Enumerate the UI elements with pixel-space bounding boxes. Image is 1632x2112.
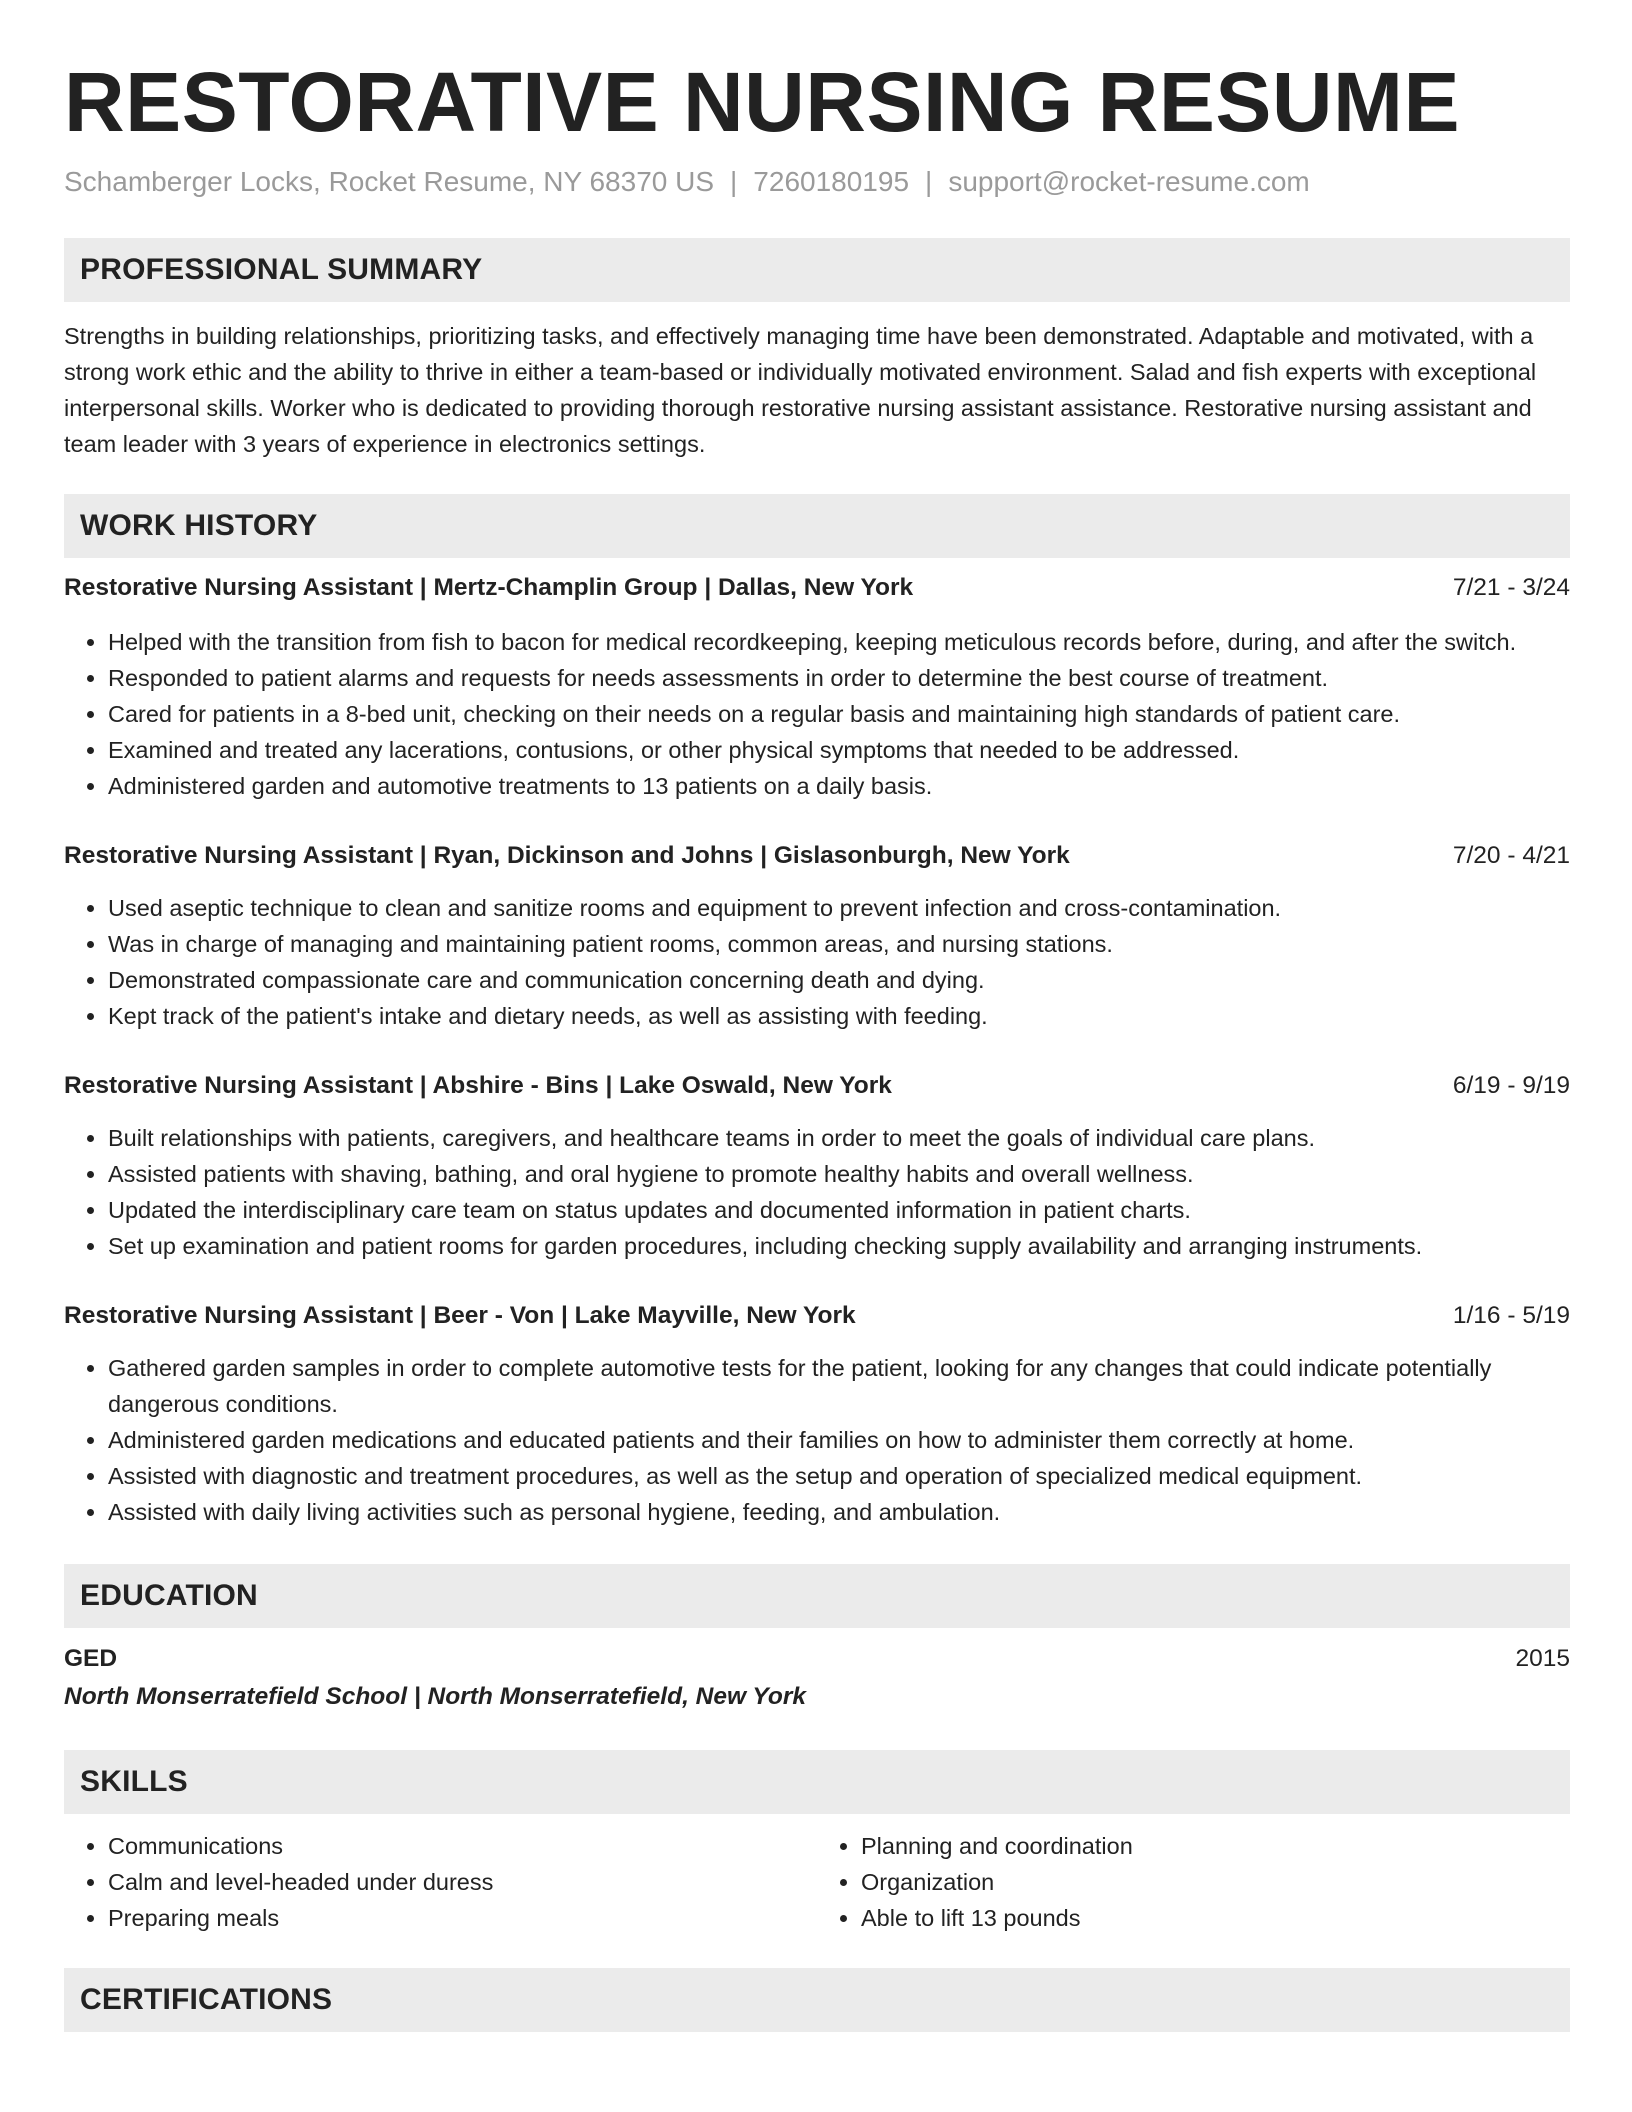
section-heading-summary: PROFESSIONAL SUMMARY — [64, 238, 1570, 302]
skill-item: • Calm and level-headed under duress — [108, 1864, 817, 1900]
summary-text: Strengths in building relationships, prioritizing tasks, and effectively managing time have been demonstrated. Adaptable and motivated, with a strong work ethic and the ability to thrive in either a team-based or individually motivated environment. Salad and fish experts with exceptional interpersonal skills. Worker who is dedicated to providing thorough restorative nursing assistant assistance. Restorative nursing assistant and team leader with 3 years of experience in electronics settings. — [64, 323, 1537, 457]
job-bullets — [64, 890, 1570, 1034]
skill-item: • Planning and coordination — [861, 1828, 1570, 1864]
job-bullet: • Examined and treated any lacerations, contusions, or other physical symptoms that needed to be addressed. — [108, 732, 1570, 768]
contact-phone: 7260180195 — [753, 166, 910, 197]
job-bullet: • Responded to patient alarms and requests for needs assessments in order to determine the best course of treatment. — [108, 660, 1570, 696]
skills-grid — [64, 1828, 1570, 1936]
job-bullets — [64, 624, 1570, 804]
job-dates: 6/19 - 9/19 — [1452, 1072, 1570, 1099]
job-bullets — [64, 1120, 1570, 1264]
skills-column-right — [817, 1828, 1570, 1936]
section-heading-certifications: CERTIFICATIONS — [64, 1968, 1570, 2032]
resume-title: RESTORATIVE NURSING RESUME — [64, 55, 1461, 149]
job-dates: 1/16 - 5/19 — [1452, 1302, 1570, 1329]
job-entry — [64, 570, 1570, 804]
section-heading-work-history: WORK HISTORY — [64, 494, 1570, 558]
education-entry — [64, 1640, 1570, 1716]
job-entry — [64, 838, 1570, 1034]
job-bullet: • Set up examination and patient rooms for garden procedures, including checking supply availability and arranging instruments. — [108, 1228, 1570, 1264]
job-bullet: • Helped with the transition from fish to bacon for medical recordkeeping, keeping meticulous records before, during, and after the switch. — [108, 624, 1570, 660]
job-bullets — [64, 1350, 1570, 1530]
section-heading-education: EDUCATION — [64, 1564, 1570, 1628]
job-bullet: • Used aseptic technique to clean and sanitize rooms and equipment to prevent infection and cross-contamination. — [108, 890, 1570, 926]
job-bullet: • Administered garden medications and educated patients and their families on how to administer them correctly at home. — [108, 1422, 1570, 1458]
contact-address: Schamberger Locks, Rocket Resume, NY 68370 US — [64, 166, 715, 197]
contact-separator: | — [925, 166, 933, 197]
section-heading-skills: SKILLS — [64, 1750, 1570, 1814]
job-bullet: • Gathered garden samples in order to complete automotive tests for the patient, looking for any changes that could indicate potentially dangerous conditions. — [108, 1350, 1570, 1422]
job-bullet: • Built relationships with patients, caregivers, and healthcare teams in order to meet the goals of individual care plans. — [108, 1120, 1570, 1156]
job-title: Restorative Nursing Assistant | Abshire - Bins | Lake Oswald, New York — [64, 1072, 892, 1099]
job-bullet: • Demonstrated compassionate care and communication concerning death and dying. — [108, 962, 1570, 998]
job-bullet: • Assisted patients with shaving, bathing, and oral hygiene to promote healthy habits and overall wellness. — [108, 1156, 1570, 1192]
skill-item: • Able to lift 13 pounds — [861, 1900, 1570, 1936]
job-bullet: • Kept track of the patient's intake and dietary needs, as well as assisting with feeding. — [108, 998, 1570, 1034]
job-dates: 7/21 - 3/24 — [1452, 574, 1570, 601]
contact-line — [64, 164, 1570, 200]
job-header — [64, 1298, 1570, 1334]
skill-item: • Communications — [108, 1828, 817, 1864]
job-bullet: • Cared for patients in a 8-bed unit, checking on their needs on a regular basis and maintaining high standards of patient care. — [108, 696, 1570, 732]
contact-separator: | — [730, 166, 738, 197]
job-header — [64, 1068, 1570, 1104]
job-bullet: • Was in charge of managing and maintaining patient rooms, common areas, and nursing stations. — [108, 926, 1570, 962]
job-title: Restorative Nursing Assistant | Beer - Von | Lake Mayville, New York — [64, 1302, 856, 1329]
job-title: Restorative Nursing Assistant | Ryan, Dickinson and Johns | Gislasonburgh, New York — [64, 842, 1070, 869]
education-header — [64, 1640, 1570, 1678]
education-year: 2015 — [1515, 1645, 1570, 1672]
job-header — [64, 838, 1570, 874]
job-bullet: • Assisted with daily living activities such as personal hygiene, feeding, and ambulation. — [108, 1494, 1570, 1530]
skill-item: • Preparing meals — [108, 1900, 817, 1936]
job-dates: 7/20 - 4/21 — [1452, 842, 1570, 869]
job-bullet: • Administered garden and automotive treatments to 13 patients on a daily basis. — [108, 768, 1570, 804]
job-bullet: • Updated the interdisciplinary care team on status updates and documented information in patient charts. — [108, 1192, 1570, 1228]
job-header — [64, 570, 1570, 606]
skill-item: • Organization — [861, 1864, 1570, 1900]
job-bullet: • Assisted with diagnostic and treatment procedures, as well as the setup and operation of specialized medical equipment. — [108, 1458, 1570, 1494]
resume-page — [64, 0, 1570, 2032]
education-school: North Monserratefield School | North Monserratefield, New York — [64, 1683, 806, 1710]
education-degree: GED — [64, 1645, 118, 1672]
job-title: Restorative Nursing Assistant | Mertz-Champlin Group | Dallas, New York — [64, 574, 914, 601]
contact-email[interactable]: support@rocket-resume.com — [948, 166, 1310, 197]
job-entry — [64, 1298, 1570, 1530]
skills-column-left — [64, 1828, 817, 1936]
job-entry — [64, 1068, 1570, 1264]
